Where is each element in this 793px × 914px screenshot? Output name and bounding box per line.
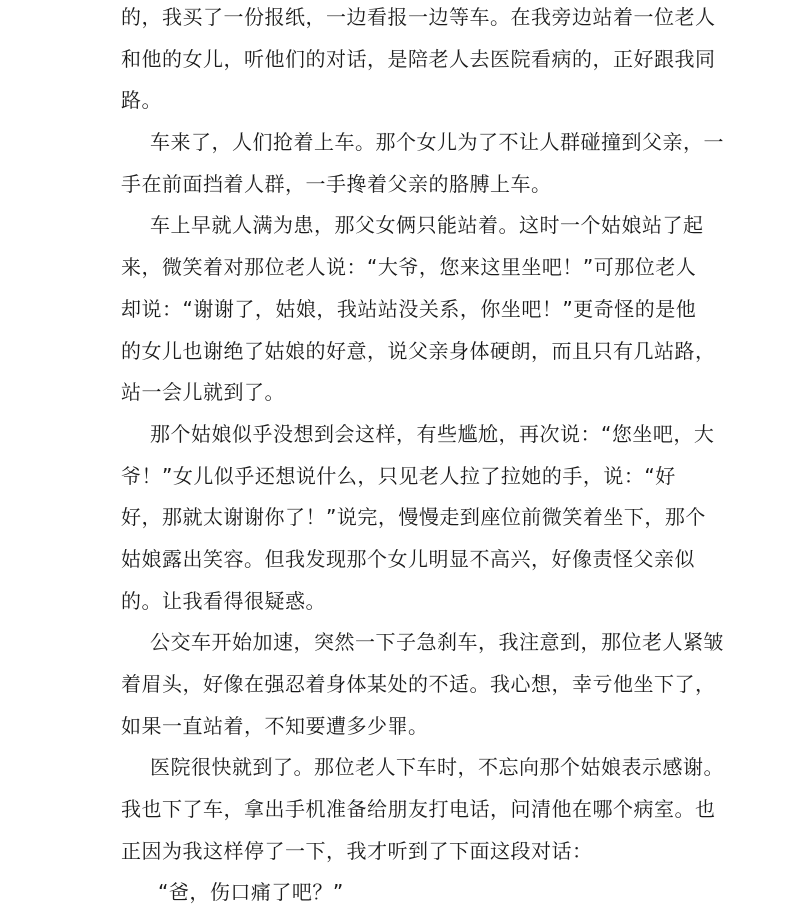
text-line-18: 如果一直站着，不知要遭多少罪。 (121, 713, 429, 738)
text-line-13: 好，那就太谢谢你了！”说完，慢慢走到座位前微笑着坐下，那个 (121, 505, 706, 530)
text-line-1: 的，我买了一份报纸，一边看报一边等车。在我旁边站着一位老人 (121, 5, 716, 29)
text-line-4: 车来了，人们抢着上车。那个女儿为了不让人群碰撞到父亲，一 (150, 130, 724, 155)
text-line-6: 车上早就人满为患，那父女俩只能站着。这时一个姑娘站了起 (150, 213, 704, 238)
text-line-15: 的。让我看得很疑惑。 (121, 588, 326, 613)
text-line-12: 爷！”女儿似乎还想说什么，只见老人拉了拉她的手，说：“好 (121, 463, 676, 488)
text-line-9: 的女儿也谢绝了姑娘的好意，说父亲身体硬朗，而且只有几站路， (121, 338, 716, 363)
text-line-14: 姑娘露出笑容。但我发现那个女儿明显不高兴，好像责怪父亲似 (121, 546, 695, 571)
text-line-19: 医院很快就到了。那位老人下车时，不忘向那个姑娘表示感谢。 (150, 755, 724, 780)
text-line-10: 站一会儿就到了。 (121, 380, 285, 405)
text-line-7: 来，微笑着对那位老人说：“大爷，您来这里坐吧！”可那位老人 (121, 255, 697, 280)
text-line-3: 路。 (121, 88, 162, 113)
text-line-16: 公交车开始加速，突然一下子急刹车，我注意到，那位老人紧皱 (150, 630, 724, 655)
text-line-2: 和他的女儿，听他们的对话，是陪老人去医院看病的，正好跟我同 (121, 46, 716, 71)
text-line-11: 那个姑娘似乎没想到会这样，有些尴尬，再次说：“您坐吧，大 (150, 421, 715, 446)
text-line-20: 我也下了车，拿出手机准备给朋友打电话，问清他在哪个病室。也 (121, 797, 716, 822)
story-text (121, 0, 724, 914)
text-line-5: 手在前面挡着人群，一手搀着父亲的胳膊上车。 (121, 171, 552, 196)
text-line-22: “爸，伤口痛了吧？” (158, 880, 344, 905)
text-line-17: 着眉头，好像在强忍着身体某处的不适。我心想，幸亏他坐下了， (121, 672, 716, 696)
text-line-21: 正因为我这样停了一下，我才听到了下面这段对话： (121, 838, 593, 863)
text-line-8: 却说：“谢谢了，姑娘，我站站没关系，你坐吧！”更奇怪的是他 (121, 296, 697, 321)
